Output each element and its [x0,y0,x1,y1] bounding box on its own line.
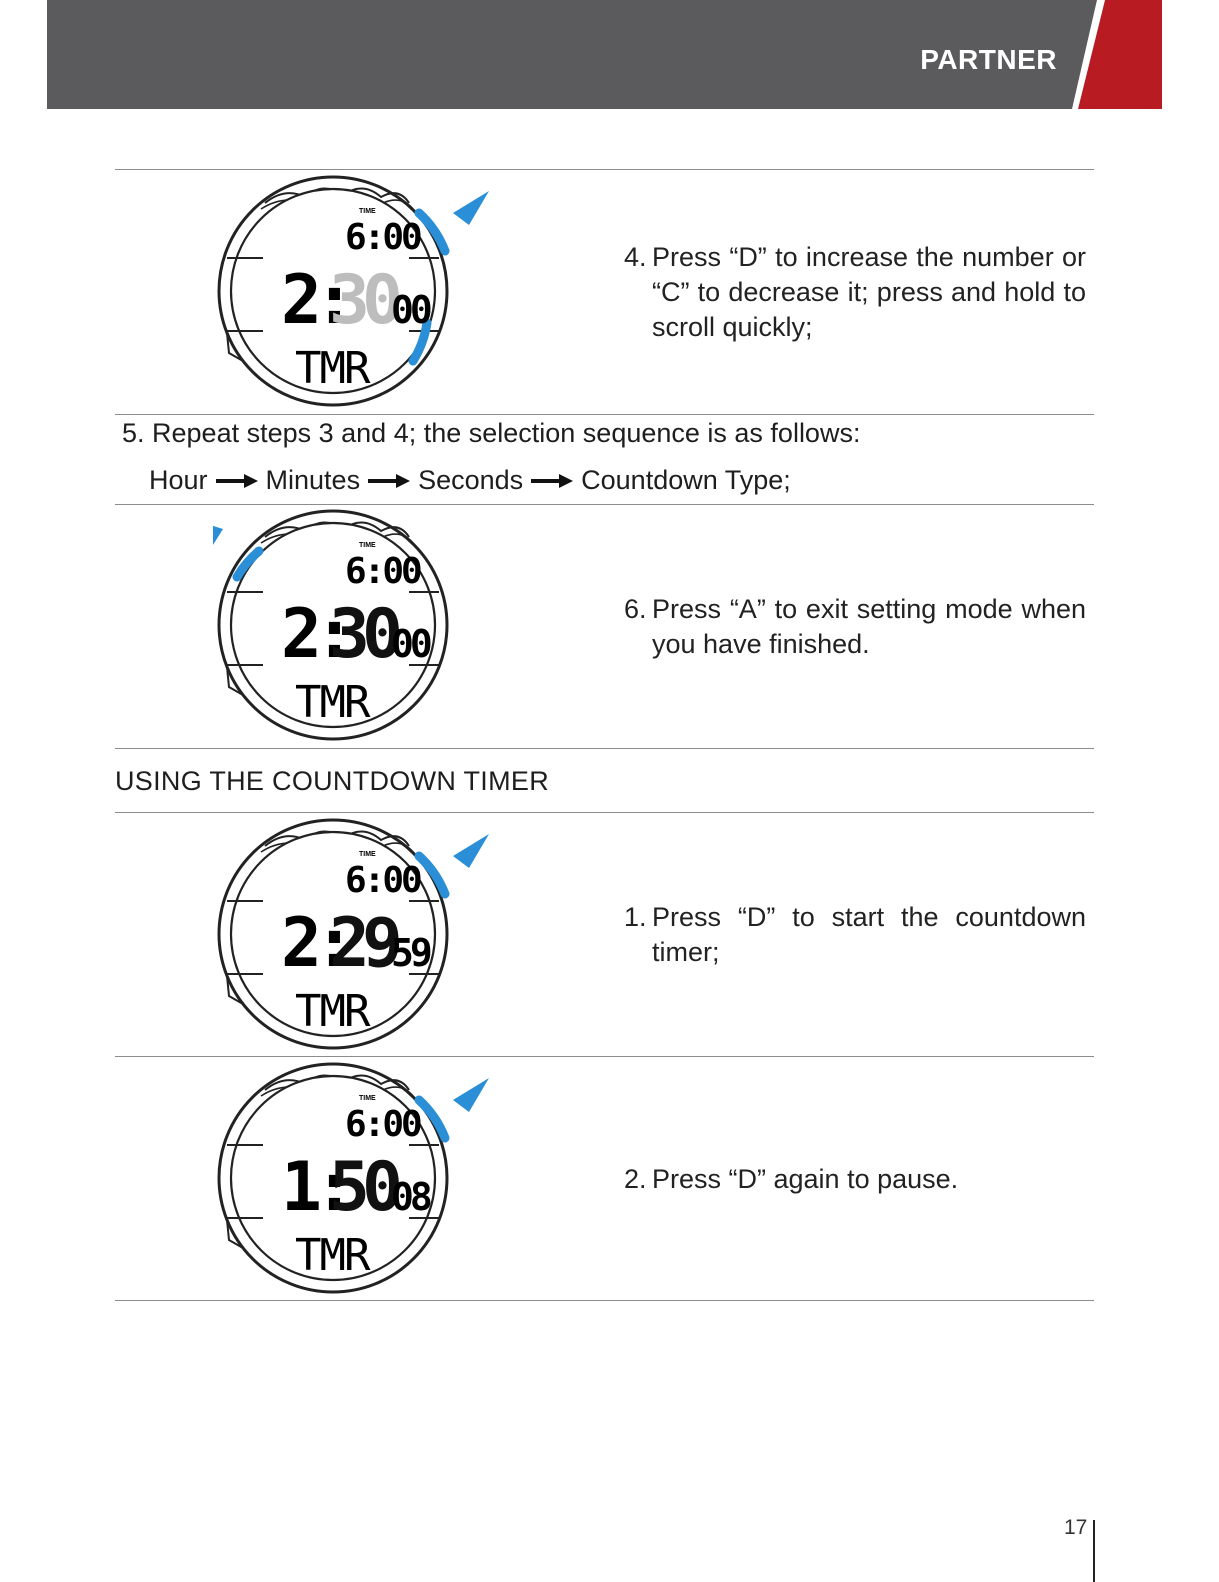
divider [115,169,1094,170]
selection-sequence [149,463,791,498]
sequence-item: Countdown Type; [581,465,791,495]
pointer-icon [453,191,489,225]
mode-label: TMR [295,1230,369,1281]
divider [115,1300,1094,1301]
arrow-right-icon [368,474,410,488]
step-6 [624,592,1086,662]
step-text: Press “A” to exit setting mode when you have finished. [652,594,1086,659]
mode-label: TMR [295,343,369,394]
time-readout: 6:00 [345,551,420,592]
countdown-seconds: 00 [391,288,429,332]
step-number: 1. [624,902,647,932]
countdown-step-2 [624,1162,1086,1197]
countdown-hours: 1: [281,1148,347,1227]
watch-illustration [213,1060,493,1300]
time-readout: 6:00 [345,1104,420,1145]
time-label: TIME [359,1095,376,1102]
mode-label: TMR [295,986,369,1037]
divider [115,812,1094,813]
page-number: 17 [1064,1516,1088,1539]
time-readout: 6:00 [345,217,420,258]
brand-name: PARTNER [920,44,1057,75]
countdown-minutes: 30 [329,261,395,340]
pointer-icon [453,1078,489,1112]
step-text: Press “D” to start the countdown timer; [652,902,1086,967]
pointer-icon [453,834,489,868]
countdown-minutes: 50 [329,1148,395,1227]
countdown-step-1 [624,900,1086,970]
sequence-item: Seconds [418,465,524,495]
step-4 [624,240,1086,345]
step-5: 5. Repeat steps 3 and 4; the selection sequence is as follows: [122,418,861,448]
step-number: 2. [624,1164,647,1194]
time-label: TIME [359,851,376,858]
time-label: TIME [359,542,376,549]
watch-illustration [213,507,493,747]
watch-illustration [213,173,493,413]
section-title: USING THE COUNTDOWN TIMER [115,766,550,796]
step-text: Press “D” again to pause. [652,1164,959,1194]
mode-label: TMR [295,677,369,728]
step-number: 6. [624,594,647,624]
step-number: 4. [624,242,647,272]
divider [115,414,1094,415]
watch-illustration [213,816,493,1056]
step-text: Press “D” to increase the number or “C” to decrease it; press and hold to scroll quickly; [652,242,1086,342]
divider [115,504,1094,505]
time-readout: 6:00 [345,860,420,901]
countdown-hours: 2: [281,595,347,674]
countdown-seconds: 00 [391,622,429,666]
countdown-hours: 2: [281,904,347,983]
pointer-icon [213,519,223,545]
header-accent [0,0,1219,110]
page-number-rule [1093,1520,1095,1582]
sequence-item: Hour [149,465,208,495]
time-label: TIME [359,208,376,215]
countdown-minutes: 29 [329,904,395,983]
arrow-right-icon [216,474,258,488]
divider [115,748,1094,749]
divider [115,1056,1094,1057]
countdown-seconds: 59 [391,931,429,975]
arrow-right-icon [531,474,573,488]
countdown-minutes: 30 [329,595,395,674]
countdown-hours: 2: [281,261,347,340]
countdown-seconds: 08 [391,1175,429,1219]
sequence-item: Minutes [265,465,361,495]
